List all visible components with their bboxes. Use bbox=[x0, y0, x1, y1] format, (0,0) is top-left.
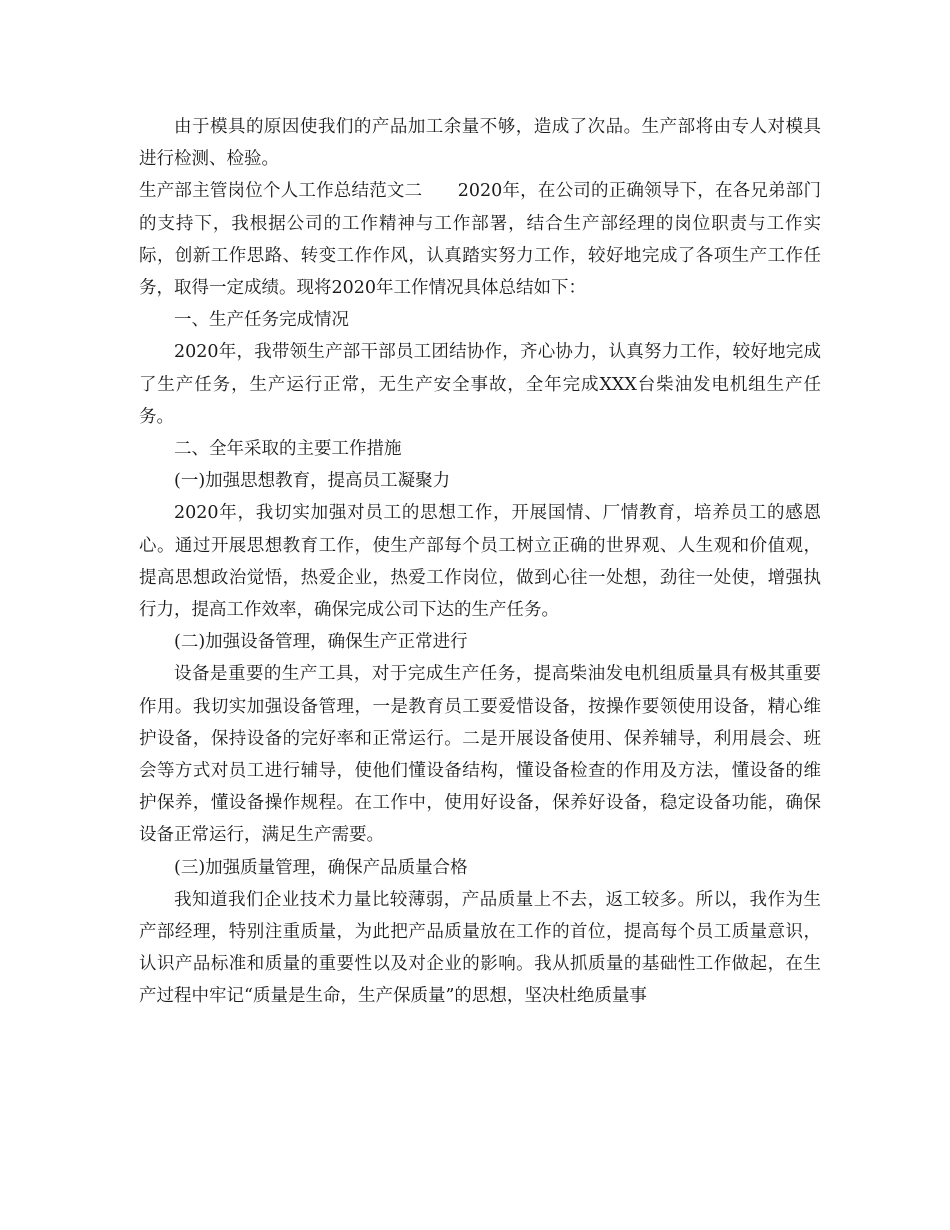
paragraph-equipment-management: 设备是重要的生产工具，对于完成生产任务，提高柴油发电机组质量具有极其重要作用。我切实加强设备管理，一是教育员工要爱惜设备，按操作要领使用设备，精心维护设备，保持设备的完好率和正常运行。二是开展设备使用、保养辅导，利用晨会、班会等方式对员工进行辅导，使他们懂设备结构，懂设备检查的作用及方法，懂设备的维护保养，懂设备操作规程。在工作中，使用好设备，保养好设备，稳定设备功能，确保设备正常运行，满足生产需要。 bbox=[139, 664, 821, 846]
paragraph-ideological-education: 2020年，我切实加强对员工的思想工作，开展国情、厂情教育，培养员工的感恩心。通过开展思想教育工作，使生产部每个员工树立正确的世界观、人生观和价值观，提高思想政治觉悟，热爱企业，热爱工作岗位，做到心往一处想，劲往一处使，增强执行力，提高工作效率，确保完成公司下达的生产任务。 bbox=[139, 503, 821, 621]
subheading-ideological-education: (一)加强思想教育，提高员工凝聚力 bbox=[174, 471, 451, 492]
paragraph-production-tasks: 2020年，我带领生产部干部员工团结协作，齐心协力，认真努力工作，较好地完成了生产任务，生产运行正常，无生产安全事故，全年完成XXX台柴油发电机组生产任务。 bbox=[139, 342, 821, 427]
section-heading-main-measures: 二、全年采取的主要工作措施 bbox=[174, 439, 402, 460]
subheading-quality-management: (三)加强质量管理，确保产品质量合格 bbox=[174, 857, 468, 878]
section-heading-production-tasks: 一、生产任务完成情况 bbox=[174, 310, 349, 331]
paragraph-mold-defect: 由于模具的原因使我们的产品加工余量不够，造成了次品。生产部将由专人对模具进行检测、检验。 bbox=[139, 117, 821, 170]
paragraph-summary-intro: 生产部主管岗位个人工作总结范文二 2020年，在公司的正确领导下，在各兄弟部门的支持下，我根据公司的工作精神与工作部署，结合生产部经理的岗位职责与工作实际，创新工作思路、转变工作作风，认真踏实努力工作，较好地完成了各项生产工作任务，取得一定成绩。现将2020年工作情况具体总结如下： bbox=[139, 181, 821, 299]
paragraph-quality-management: 我知道我们企业技术力量比较薄弱，产品质量上不去，返工较多。所以，我作为生产部经理，特别注重质量，为此把产品质量放在工作的首位，提高每个员工质量意识，认识产品标准和质量的重要性以及对企业的影响。我从抓质量的基础性工作做起，在生产过程中牢记“质量是生命，生产保质量”的思想，坚决杜绝质量事 bbox=[139, 889, 821, 1007]
subheading-equipment-management: (二)加强设备管理，确保生产正常进行 bbox=[174, 632, 468, 653]
document-body bbox=[139, 111, 821, 1013]
